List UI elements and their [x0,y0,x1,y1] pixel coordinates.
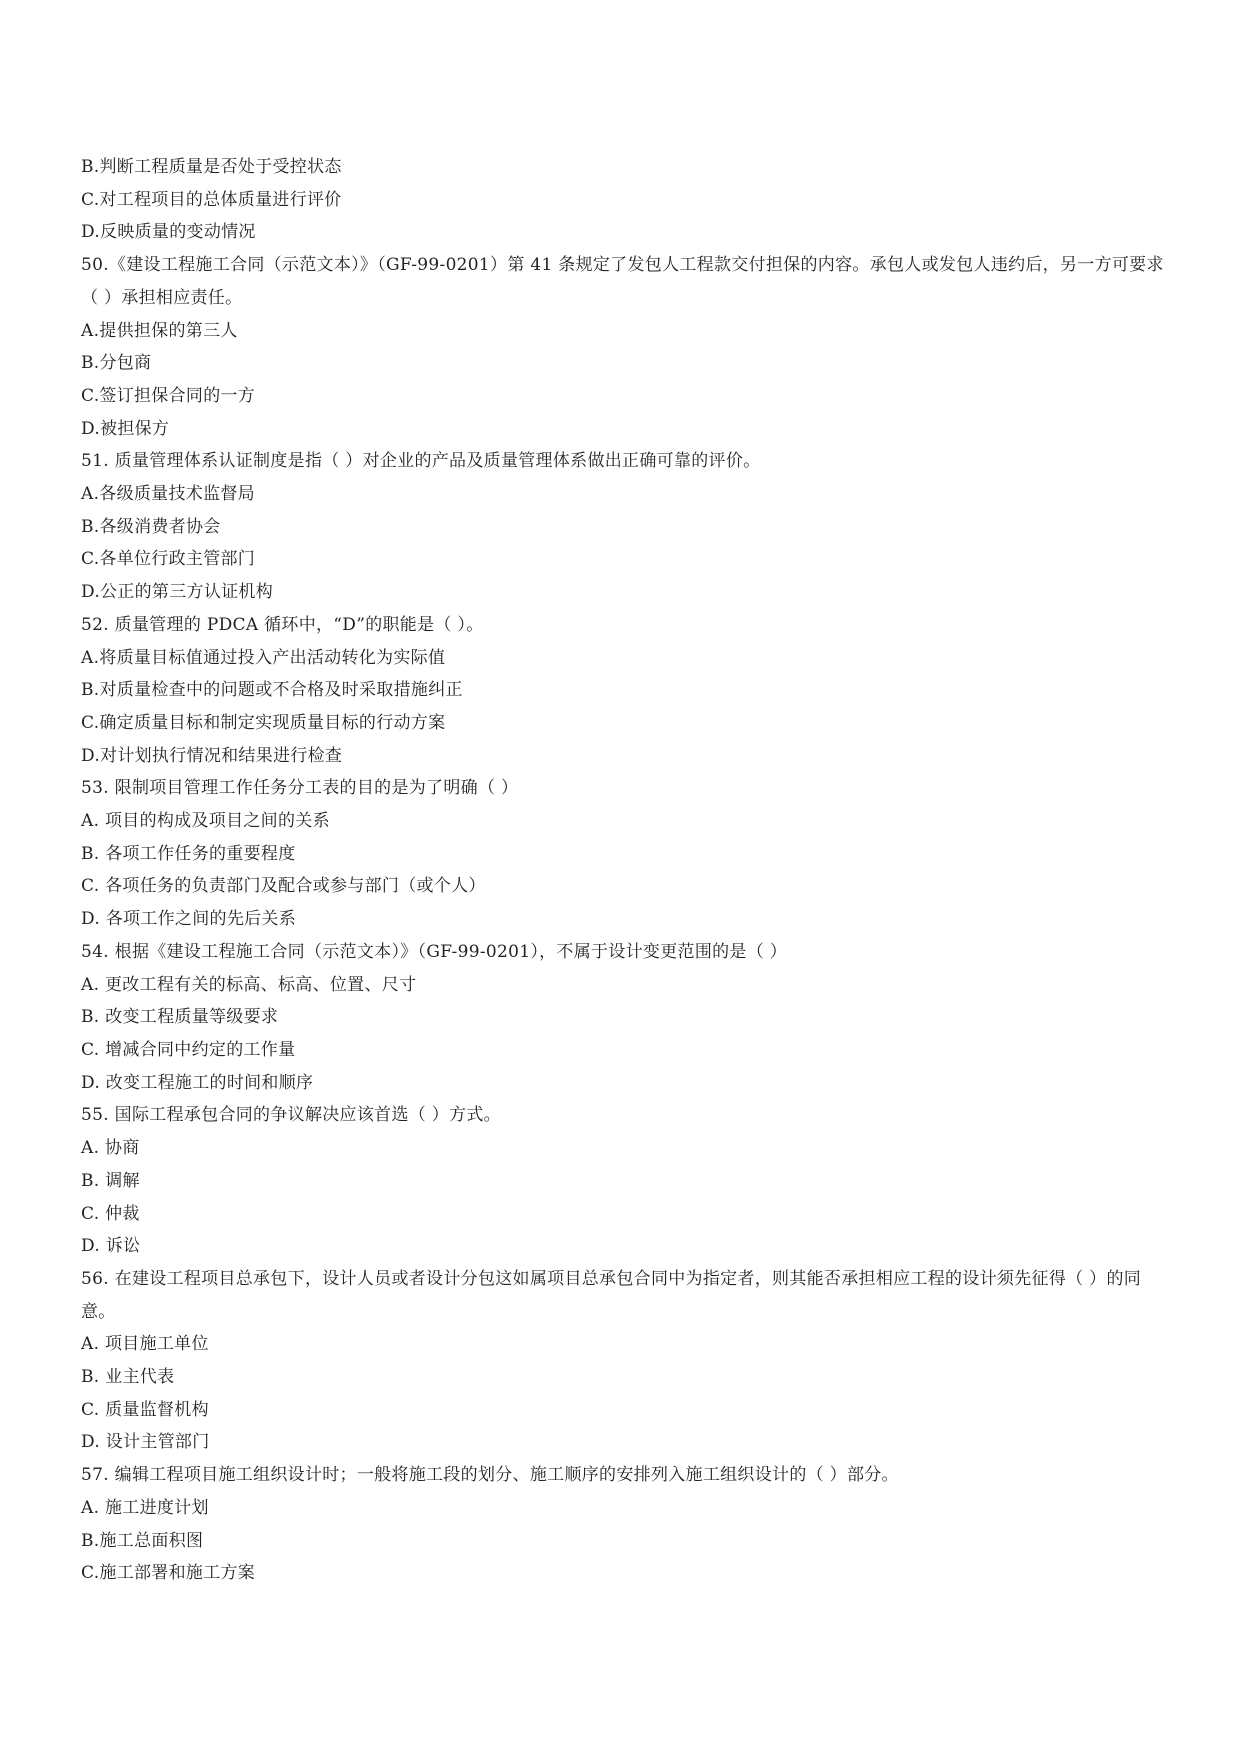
answer-option: D. 设计主管部门 [81,1432,210,1453]
answer-option: D. 各项工作之间的先后关系 [81,909,297,930]
question-stem: 52. 质量管理的 PDCA 循环中，“D”的职能是（ ）。 [81,614,484,635]
answer-option: A. 项目施工单位 [81,1334,209,1355]
answer-option: C.签订担保合同的一方 [81,385,256,406]
answer-option: C. 各项任务的负责部门及配合或参与部门（或个人） [81,876,486,897]
answer-option: A. 施工进度计划 [81,1497,209,1518]
answer-option: B.施工总面积图 [81,1530,204,1551]
answer-option: C.确定质量目标和制定实现质量目标的行动方案 [81,712,446,733]
answer-option: B.分包商 [81,353,152,374]
answer-option: D. 改变工程施工的时间和顺序 [81,1072,314,1093]
answer-option: A. 更改工程有关的标高、标高、位置、尺寸 [81,974,417,995]
answer-option: D.公正的第三方认证机构 [81,582,274,603]
answer-option: A.提供担保的第三人 [81,320,238,341]
answer-option: D.对计划执行情况和结果进行检查 [81,745,343,766]
document-body [81,151,1171,1590]
question-stem: 56. 在建设工程项目总承包下，设计人员或者设计分包这如属项目总承包合同中为指定者，则其能否承担相应工程的设计须先征得（ ）的同意。 [81,1268,1142,1322]
answer-option: C. 增减合同中约定的工作量 [81,1039,296,1060]
answer-option: C.各单位行政主管部门 [81,549,256,570]
answer-option: D.被担保方 [81,418,170,439]
answer-option: A. 协商 [81,1138,140,1159]
answer-option: B. 改变工程质量等级要求 [81,1007,279,1028]
answer-option: C.施工部署和施工方案 [81,1563,256,1584]
question-stem: 57. 编辑工程项目施工组织设计时；一般将施工段的划分、施工顺序的安排列入施工组织设计的（ ）部分。 [81,1465,899,1486]
answer-option: B.各级消费者协会 [81,516,221,537]
answer-option: C. 质量监督机构 [81,1399,209,1420]
question-stem: 51. 质量管理体系认证制度是指（ ）对企业的产品及质量管理体系做出正确可靠的评价。 [81,451,761,472]
answer-option: D.反映质量的变动情况 [81,222,256,243]
question-stem: 53. 限制项目管理工作任务分工表的目的是为了明确（ ） [81,778,519,799]
answer-option: C.对工程项目的总体质量进行评价 [81,189,342,210]
question-stem: 54. 根据《建设工程施工合同（示范文本）》（GF-99-0201），不属于设计变更范围的是（ ） [81,941,788,962]
question-stem: 50.《建设工程施工合同（示范文本）》（GF-99-0201）第 41 条规定了发包人工程款交付担保的内容。承包人或发包人违约后，另一方可要求（ ）承担相应责任。 [81,255,1164,308]
answer-option: A.将质量目标值通过投入产出活动转化为实际值 [81,647,446,668]
answer-option: B.判断工程质量是否处于受控状态 [81,157,342,177]
answer-option: A. 项目的构成及项目之间的关系 [81,811,330,832]
answer-option: C. 仲裁 [81,1203,140,1224]
answer-option: A.各级质量技术监督局 [81,484,255,505]
answer-option: D. 诉讼 [81,1236,141,1257]
question-stem: 55. 国际工程承包合同的争议解决应该首选（ ）方式。 [81,1105,501,1126]
answer-option: B.对质量检查中的问题或不合格及时采取措施纠正 [81,680,463,701]
answer-option: B. 各项工作任务的重要程度 [81,843,296,864]
answer-option: B. 调解 [81,1170,140,1191]
answer-option: B. 业主代表 [81,1367,175,1388]
